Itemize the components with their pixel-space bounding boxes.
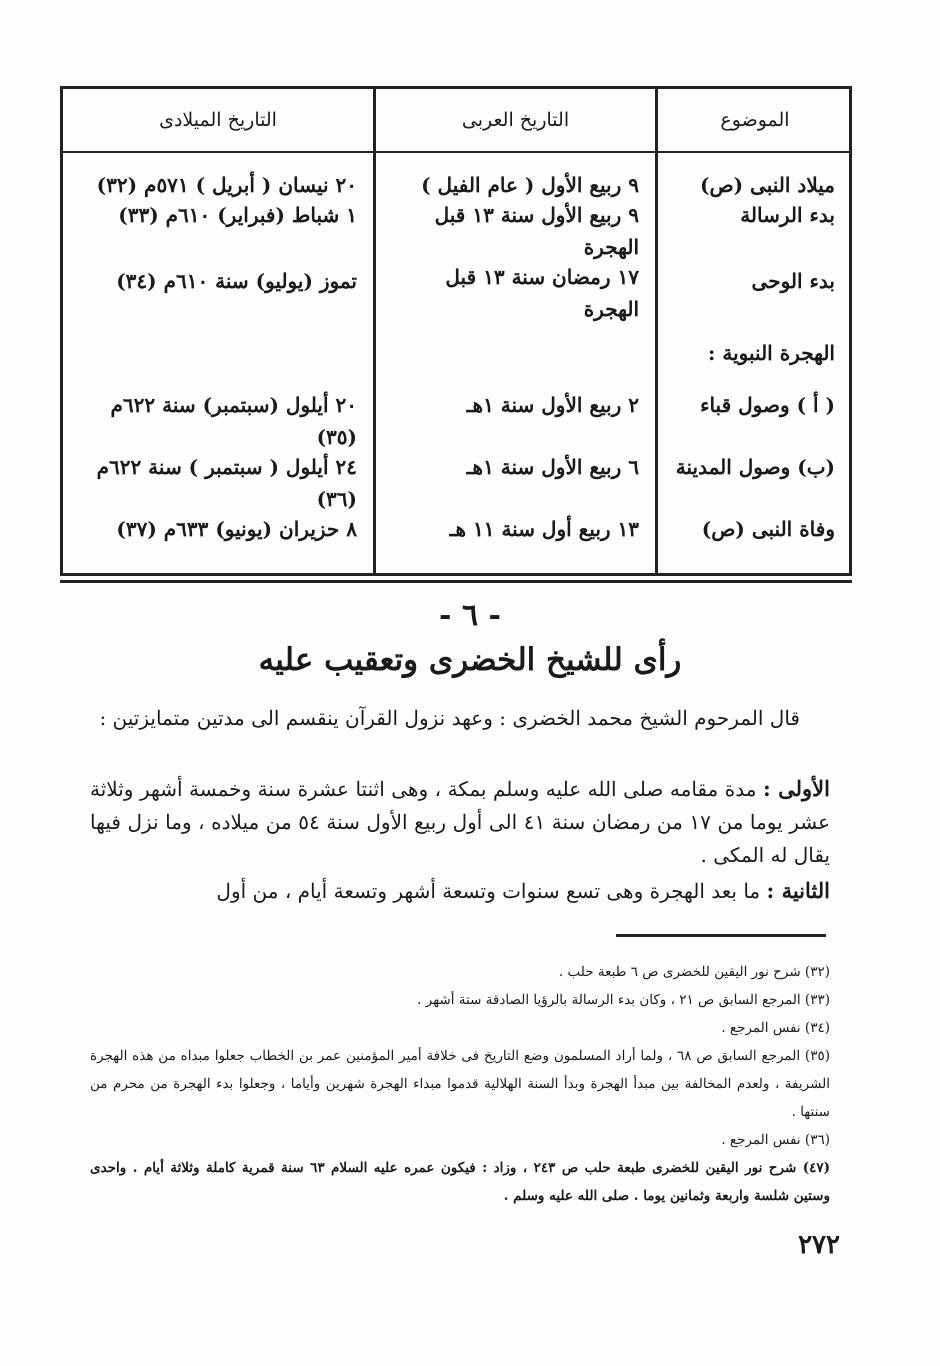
paragraph-text: مدة مقامه صلى الله عليه وسلم بمكة ، وهى اثنتا عشرة سنة وخمسة أشهر وثلاثة عشر يوما من ١٧ من رمضان سنة ٤١ الى أول ربيع الأول سنة ٥٤ من ميلاده ، وما نزل فيها يقال له المكى . [90,777,831,867]
column-divider [373,86,376,576]
row-arabic-date: ٩ ربيع الأول ( عام الفيل ) [421,173,639,197]
paragraph [90,874,830,908]
footnote: (٣٦) نفس المرجع . [721,1132,830,1148]
row-arabic-date: ١٧ رمضان سنة ١٣ قبل الهجرة [445,265,639,321]
paragraph-lead: الثانية : [766,878,830,903]
header-arabic-date: التاريخ العربى [461,109,570,131]
row-gregorian-date: تموز (يوليو) سنة ٦١٠م (٣٤) [116,269,357,293]
dates-table [60,86,852,576]
row-gregorian-date: ١ شباط (فبراير) ٦١٠م (٣٣) [118,203,357,227]
paragraph-text: قال المرحوم الشيخ محمد الخضرى : وعهد نزول القرآن ينقسم الى مدتين متمايزتين : [99,706,800,730]
row-topic: (ب) وصول المدينة [675,455,835,479]
row-gregorian-date: ٢٠ نيسان ( أبريل ) ٥٧١م (٣٢) [96,173,357,197]
row-topic: الهجرة النبوية : [708,341,835,365]
column-divider [655,86,658,576]
footnote-separator [616,934,826,937]
footnote: (٤٧) شرح نور اليقين للخضرى طبعة حلب ص ٢٤٣ ، وزاد : فيكون عمره عليه السلام ٦٣ سنة قمرية كاملة وثلاثة أيام . واحدى وستين شلسة واربعة وثمانين يوما . صلى الله عليه وسلم . [90,1160,830,1204]
paragraph-text: ما بعد الهجرة وهى تسع سنوات وتسعة أشهر وتسعة أيام ، من أول [216,879,761,903]
row-topic: ( أ ) وصول قباء [700,393,835,417]
row-topic: بدء الوحى [751,269,835,293]
footnote: (٣٥) المرجع السابق ص ٦٨ ، ولما أراد المسلمون وضع التاريخ فى خلافة أمير المؤمنين عمر بن الخطاب جعلوا مبداه من هذه الهجرة الشريفة ، ولعدم المخالفة بين مبدأ الهجرة وبدأ السنة الهلالية قدموا مبداء الهجرة شهرين وأياما ، وجعلوا بدء الهجرة من محرم من سنتها . [90,1048,830,1120]
table-bottom-rule [60,580,852,583]
footnote: (٣٢) شرح نور اليقين للخضرى ص ٦ طبعة حلب . [558,964,830,980]
section-title: رأى للشيخ الخضرى وتعقيب عليه [258,642,682,678]
paragraph [90,702,830,735]
header-topic: الموضوع [720,109,790,131]
row-topic: وفاة النبى (ص) [701,517,835,541]
section-number: - ٦ - [439,598,501,633]
row-arabic-date: ٩ ربيع الأول سنة ١٣ قبل الهجرة [434,203,639,259]
row-arabic-date: ٢ ربيع الأول سنة ١هـ [466,393,639,417]
page-number: ٢٧٢ [798,1230,840,1260]
row-gregorian-date: ٨ حزيران (يونيو) ٦٣٣م (٣٧) [116,517,357,541]
footnote: (٣٣) المرجع السابق ص ٢١ ، وكان بدء الرسالة بالرؤيا الصادقة ستة أشهر . [417,992,830,1008]
row-gregorian-date: ٢٤ أيلول ( سبتمبر ) سنة ٦٢٢م (٣٦) [96,455,357,511]
row-arabic-date: ٦ ربيع الأول سنة ١هـ [466,455,639,479]
header-gregorian-date: التاريخ الميلادى [159,109,277,131]
row-topic: بدء الرسالة [740,203,835,227]
footnote: (٣٤) نفس المرجع . [721,1020,830,1036]
paragraph [90,772,830,872]
paragraph-lead: الأولى : [762,776,830,801]
row-gregorian-date: ٢٠ أيلول (سبتمبر) سنة ٦٢٢م (٣٥) [110,393,357,449]
table-header-row [63,89,849,153]
row-topic: ميلاد النبى (ص) [699,173,835,197]
row-arabic-date: ١٣ ربيع أول سنة ١١ هـ [449,517,639,541]
